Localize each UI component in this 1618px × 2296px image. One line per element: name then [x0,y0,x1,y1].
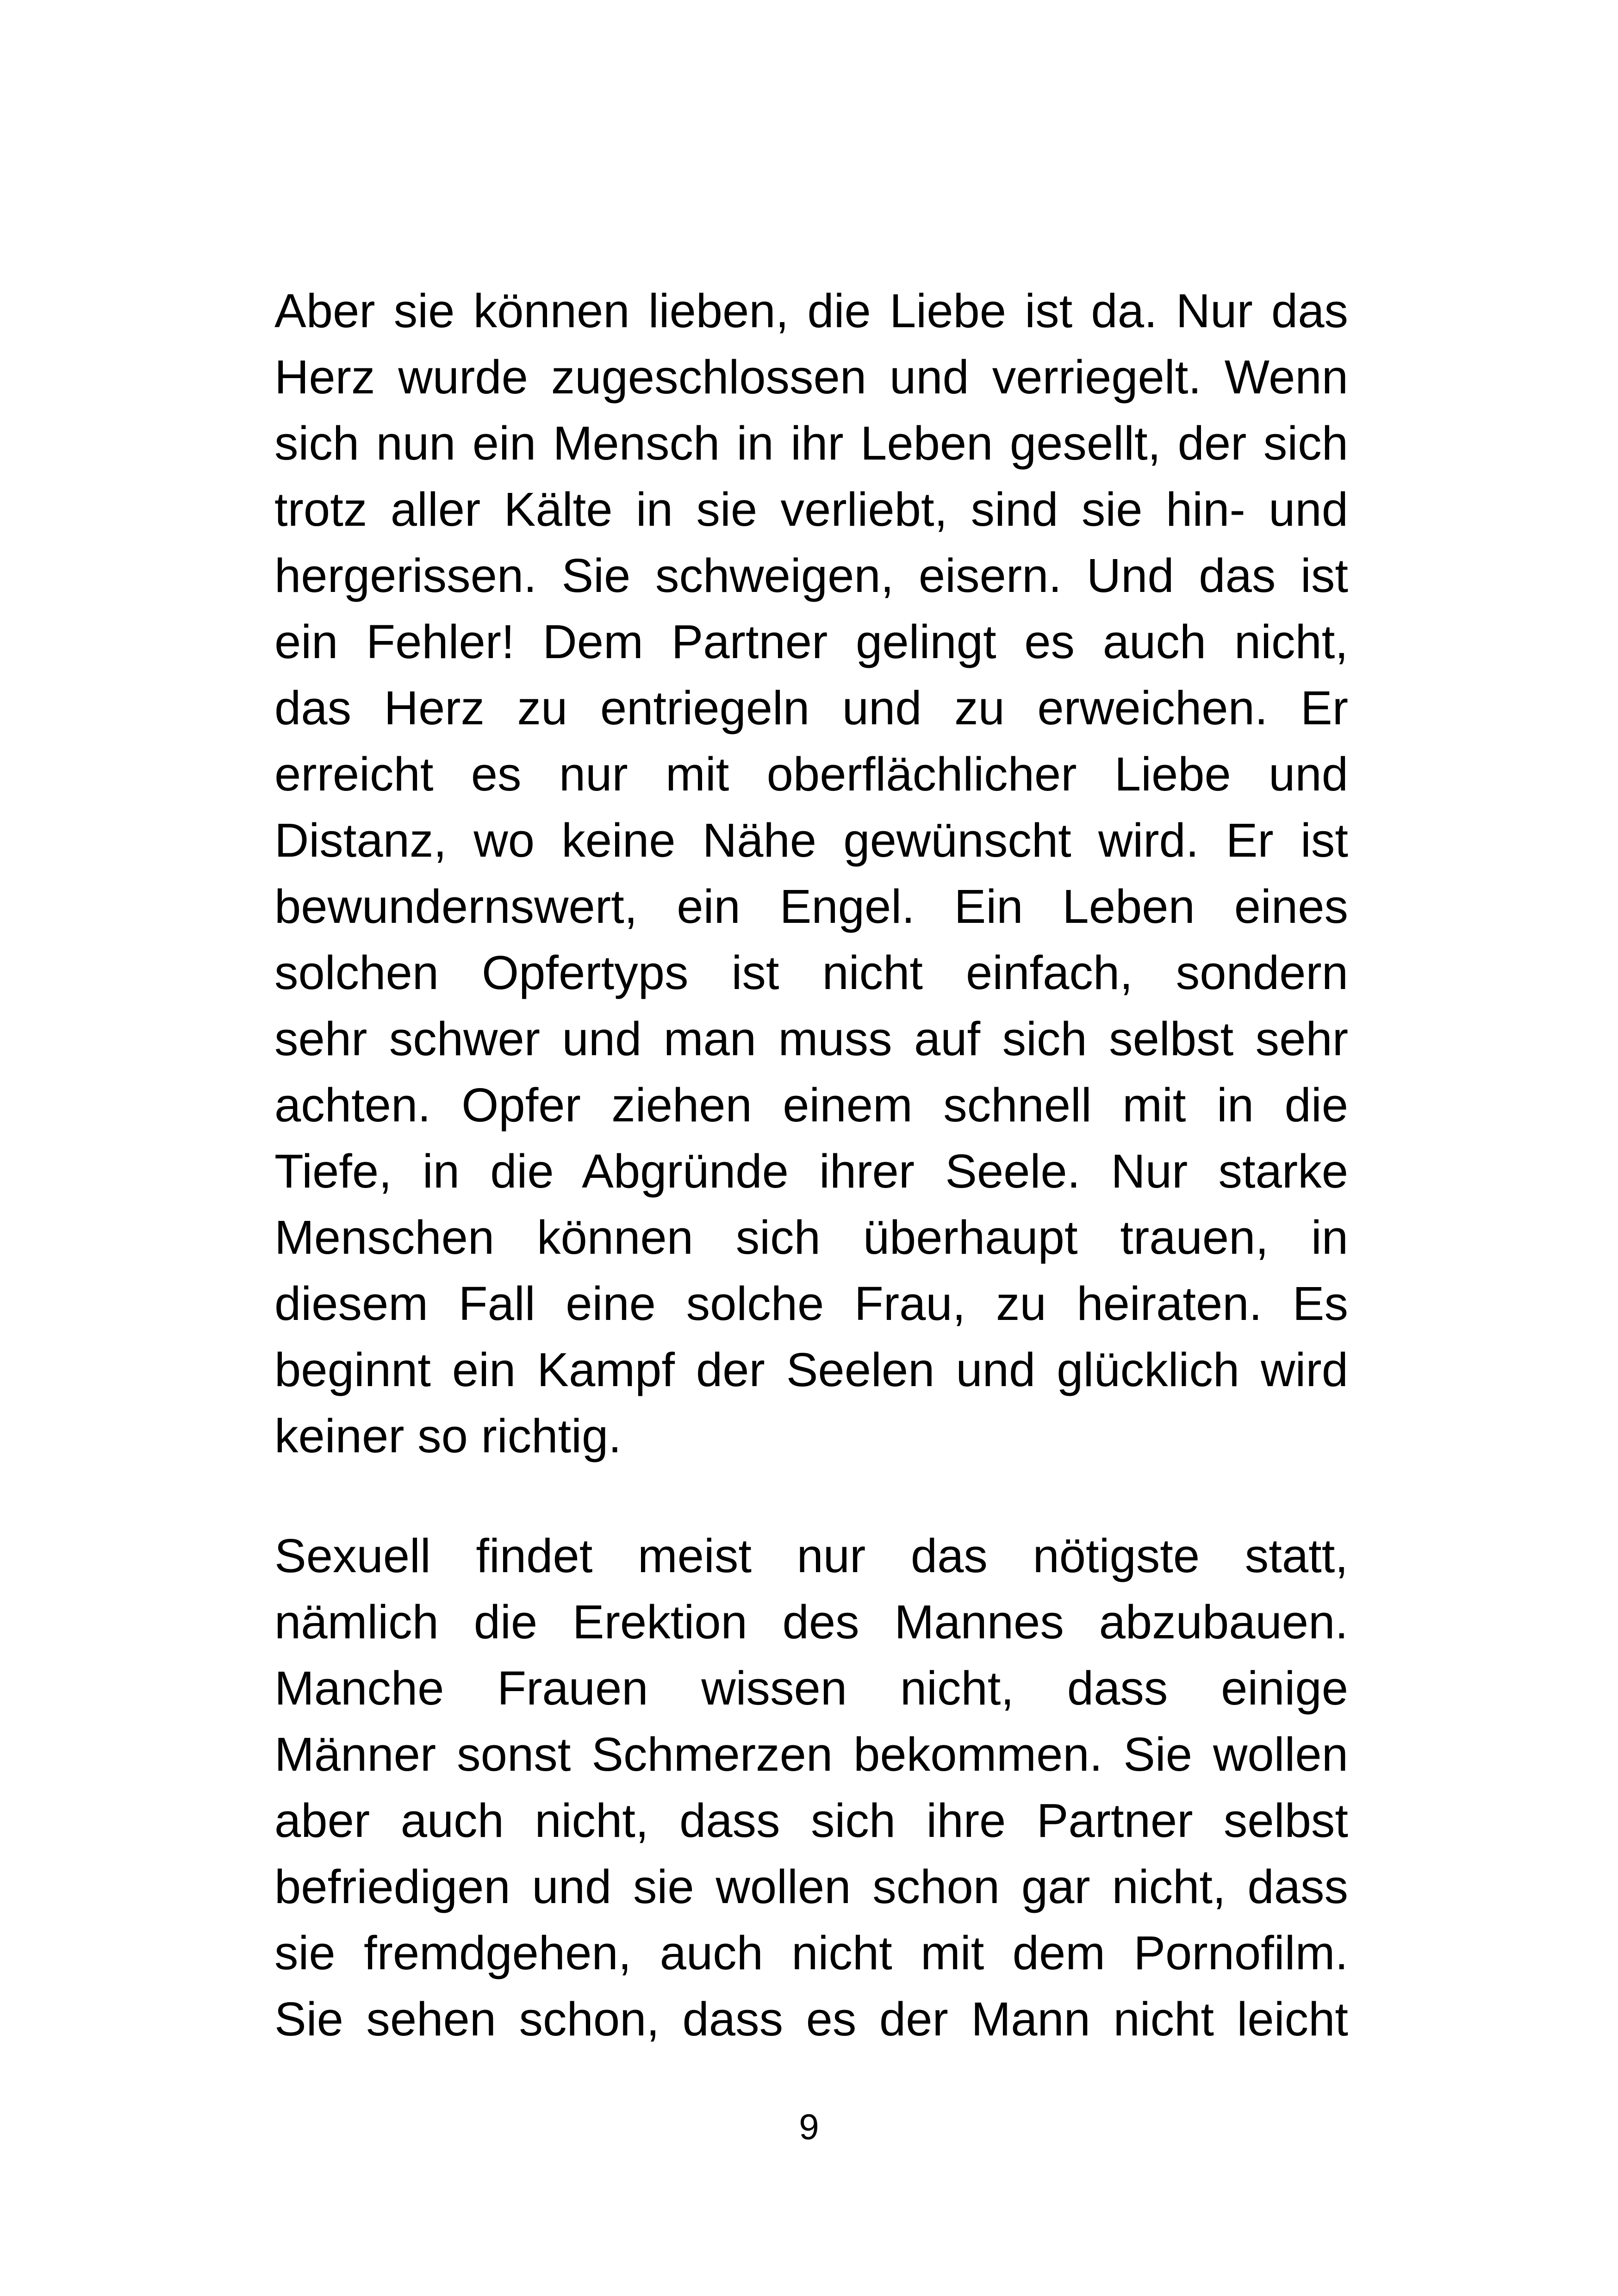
text-line: ein Fehler! Dem Partner gelingt es auch nicht, [274,615,1348,668]
text-line: Distanz, wo keine Nähe gewünscht wird. Er ist [274,814,1348,867]
text-line: aber auch nicht, dass sich ihre Partner selbst [274,1794,1348,1847]
text-line: das Herz zu entriegeln und zu erweichen. Er [274,681,1348,734]
text-line: hergerissen. Sie schweigen, eisern. Und das ist [274,549,1348,602]
text-line: Sexuell findet meist nur das nötigste statt, [274,1529,1348,1582]
text-line: sie fremdgehen, auch nicht mit dem Pornofilm. [274,1926,1348,1979]
text-line: keiner so richtig. [274,1409,622,1462]
text-line: Menschen können sich überhaupt trauen, in [274,1211,1348,1264]
text-line: Manche Frauen wissen nicht, dass einige [274,1661,1348,1715]
text-line: solchen Opfertyps ist nicht einfach, sondern [274,946,1348,999]
text-line: Sie sehen schon, dass es der Mann nicht leicht [274,1992,1348,2046]
text-line: trotz aller Kälte in sie verliebt, sind sie hin- und [274,483,1348,536]
text-line: nämlich die Erektion des Mannes abzubauen. [274,1595,1348,1649]
text-line: Tiefe, in die Abgründe ihrer Seele. Nur starke [274,1145,1348,1198]
page-number: 9 [799,2106,819,2147]
text-line: sehr schwer und man muss auf sich selbst sehr [274,1012,1348,1065]
text-line: achten. Opfer ziehen einem schnell mit in die [274,1078,1348,1132]
paragraph-2 [274,1523,1348,2052]
text-line: Herz wurde zugeschlossen und verriegelt. Wenn [274,350,1348,404]
paragraph-1 [274,278,1348,1469]
text-line: befriedigen und sie wollen schon gar nicht, dass [274,1860,1348,1913]
text-line: Aber sie können lieben, die Liebe ist da. Nur das [274,284,1348,337]
text-line: Männer sonst Schmerzen bekommen. Sie wollen [274,1728,1348,1781]
text-line: diesem Fall eine solche Frau, zu heiraten. Es [274,1277,1348,1330]
text-line: beginnt ein Kampf der Seelen und glücklich wird [274,1343,1348,1396]
text-line: bewundernswert, ein Engel. Ein Leben eines [274,880,1348,933]
text-line: erreicht es nur mit oberflächlicher Liebe und [274,747,1348,801]
text-line: sich nun ein Mensch in ihr Leben gesellt, der sich [274,417,1348,470]
